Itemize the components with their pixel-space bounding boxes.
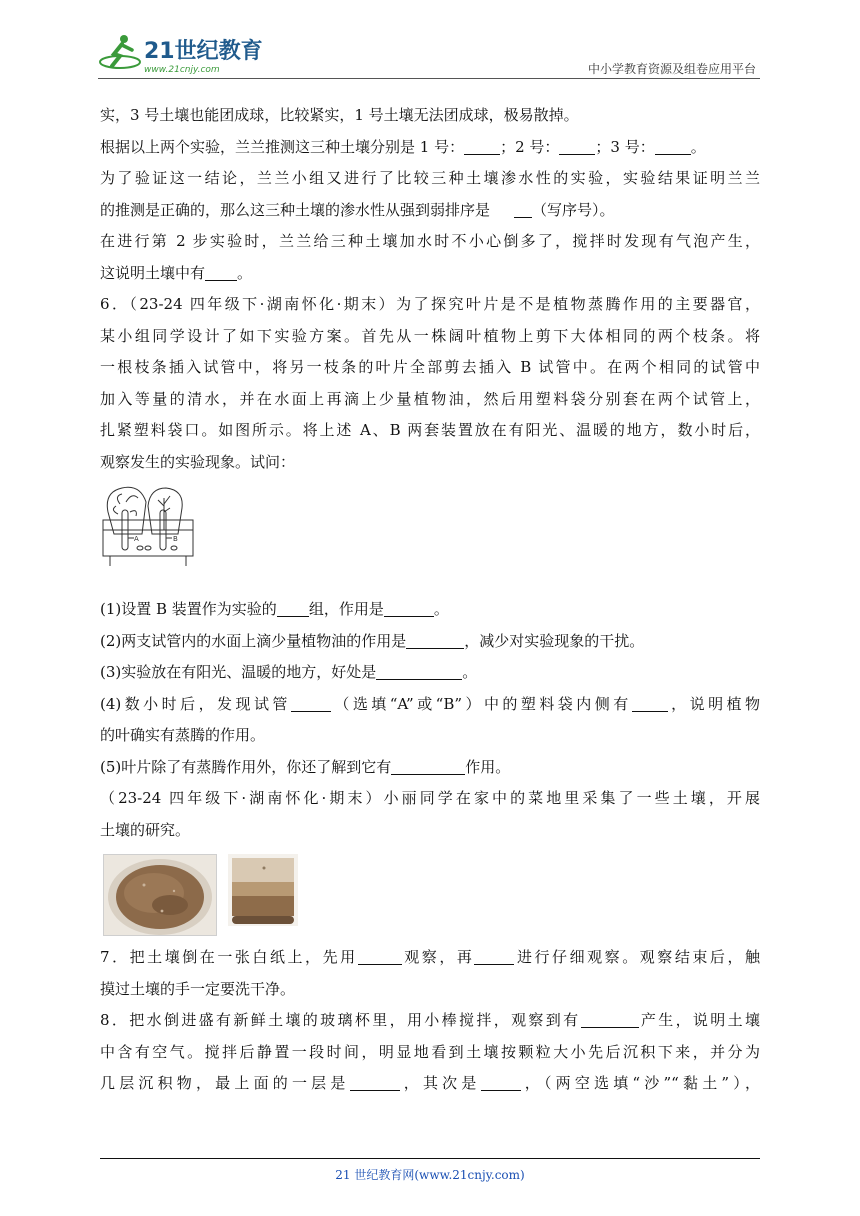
blank[interactable] bbox=[406, 631, 464, 649]
blank[interactable] bbox=[464, 137, 500, 155]
page-header bbox=[98, 30, 760, 80]
tube-label-a: A bbox=[134, 535, 139, 543]
question-7: 7．把土壤倒在一张白纸上，先用 观察，再 进行仔细观察。观察结束后，触 bbox=[100, 948, 760, 966]
soil-dish-photo bbox=[103, 854, 217, 936]
text-line: 某小组同学设计了如下实验方案。首先从一株阔叶植物上剪下大体相同的两个枝条。将 bbox=[100, 326, 760, 345]
text-line: 在进行第 2 步实验时，兰兰给三种土壤加水时不小心倒多了，搅拌时发现有气泡产生， bbox=[100, 232, 760, 250]
text-line: 实，3 号土壤也能团成球，比较紧实，1 号土壤无法团成球，极易散掉。 bbox=[100, 106, 579, 124]
header-divider bbox=[98, 78, 760, 79]
blank[interactable] bbox=[559, 137, 595, 155]
apparatus-figure bbox=[100, 478, 760, 594]
question-8: 8．把水倒进盛有新鲜土壤的玻璃杯里，用小棒搅拌，观察到有 产生，说明土壤 bbox=[100, 1011, 760, 1029]
text-line: 观察发生的实验现象。试问： bbox=[100, 452, 296, 471]
tube-label-b: B bbox=[173, 535, 178, 543]
blank[interactable] bbox=[277, 599, 309, 617]
blank[interactable] bbox=[291, 694, 331, 712]
blank[interactable] bbox=[205, 263, 237, 281]
text-line: 根据以上两个实验，兰兰推测这三种土壤分别是 1 号： ；2 号： ；3 号： 。 bbox=[100, 137, 706, 156]
sub-question-2: (2)两支试管内的水面上滴少量植物油的作用是 ，减少对实验现象的干扰。 bbox=[100, 631, 645, 650]
sub-question-5: (5)叶片除了有蒸腾作用外，你还了解到它有 作用。 bbox=[100, 757, 511, 776]
blank[interactable] bbox=[514, 200, 532, 218]
text-line: 土壤的研究。 bbox=[100, 820, 191, 839]
footer-divider bbox=[100, 1158, 760, 1159]
text-line: 这说明土壤中有 。 bbox=[100, 263, 253, 282]
logo-text: 21世纪教育 bbox=[144, 39, 263, 64]
text-line: 的推测是正确的，那么这三种土壤的渗水性从强到弱排序是 （写序号）。 bbox=[100, 200, 615, 219]
blank[interactable] bbox=[391, 757, 465, 775]
header-platform-text: 中小学教育资源及组卷应用平台 bbox=[587, 62, 756, 76]
logo-21cnjy bbox=[98, 30, 268, 76]
blank[interactable] bbox=[581, 1010, 639, 1028]
sub-question-1: (1)设置 B 装置作为实验的 组，作用是 。 bbox=[100, 600, 449, 618]
sub-question-4: (4)数小时后，发现试管 （选填“A”或“B”）中的塑料袋内侧有 ，说明植物 bbox=[100, 694, 760, 713]
blank[interactable] bbox=[655, 137, 691, 155]
blank[interactable] bbox=[384, 599, 434, 617]
text-line: 中含有空气。搅拌后静置一段时间，明显地看到土壤按颗粒大小先后沉积下来，并分为 bbox=[100, 1042, 760, 1061]
text-line: 一根枝条插入试管中，将另一枝条的叶片全部剪去插入 B 试管中。在两个相同的试管中 bbox=[100, 358, 760, 376]
blank[interactable] bbox=[481, 1073, 521, 1091]
blank[interactable] bbox=[376, 662, 462, 680]
text-line: 加入等量的清水，并在水面上再滴上少量植物油，然后用塑料袋分别套在两个试管上， bbox=[100, 389, 760, 408]
blank[interactable] bbox=[474, 947, 514, 965]
text-line: 摸过土壤的手一定要洗干净。 bbox=[100, 979, 296, 998]
question-6: 6．（23-24 四年级下·湖南怀化·期末）为了探究叶片是不是植物蒸腾作用的主要器官， bbox=[100, 295, 760, 313]
document-body bbox=[100, 100, 760, 1100]
blank[interactable] bbox=[350, 1073, 400, 1091]
soil-jar-photo bbox=[228, 854, 298, 926]
text-line: 的叶确实有蒸腾的作用。 bbox=[100, 726, 266, 744]
blank[interactable] bbox=[632, 694, 668, 712]
text-line: 几层沉积物，最上面的一层是 ，其次是 ，（两空选填“沙”“黏土”）， bbox=[100, 1074, 760, 1092]
blank[interactable] bbox=[358, 947, 402, 965]
footer-text[interactable]: 21 世纪教育网(www.21cnjy.com) bbox=[335, 1168, 525, 1182]
sub-question-3: (3)实验放在有阳光、温暖的地方，好处是 。 bbox=[100, 663, 478, 681]
test-tube-rack-illustration bbox=[100, 482, 196, 570]
text-line: 扎紧塑料袋口。如图所示。将上述 A、B 两套装置放在有阳光、温暖的地方，数小时后， bbox=[100, 421, 760, 439]
text-line: 为了验证这一结论，兰兰小组又进行了比较三种土壤渗水性的实验，实验结果证明兰兰 bbox=[100, 169, 760, 187]
logo-url: www.21cnjy.com bbox=[144, 65, 220, 75]
section-intro: （23-24 四年级下·湖南怀化·期末）小丽同学在家中的菜地里采集了一些土壤，开展 bbox=[100, 789, 760, 807]
soil-photos bbox=[100, 846, 760, 942]
